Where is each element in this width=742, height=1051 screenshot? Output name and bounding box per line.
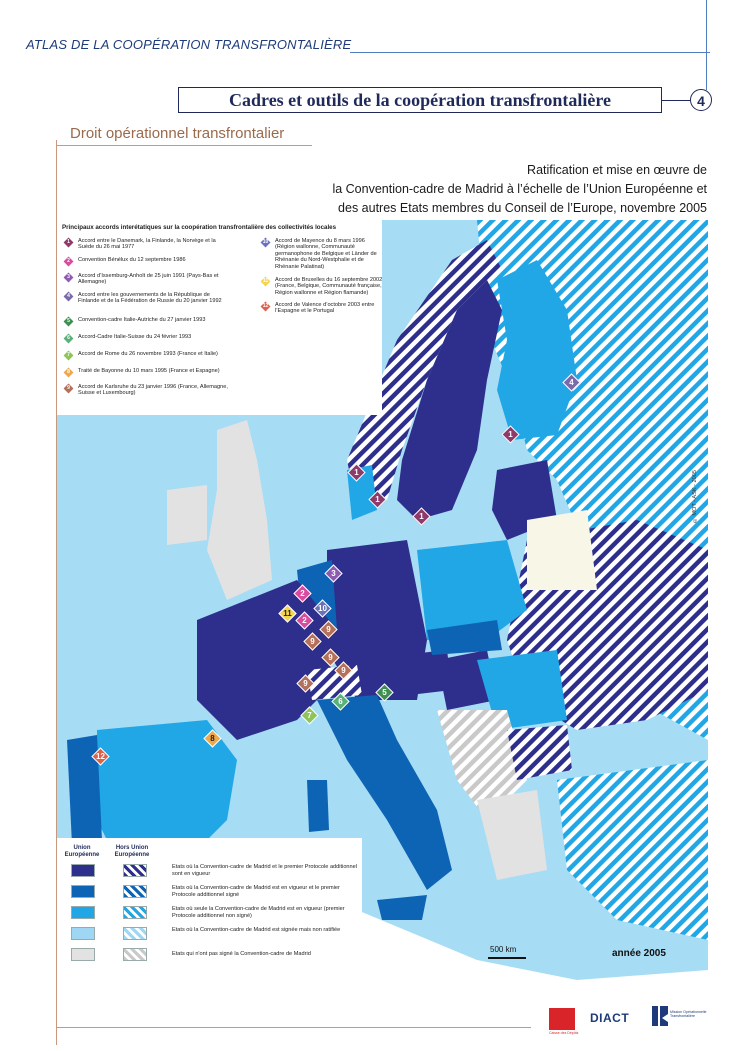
legend-swatch-non-eu-3 [123,906,147,919]
map-marker-6: 6 [331,692,349,710]
agreement-marker: 11 [261,277,271,287]
agreement-marker: 8 [64,368,74,378]
agreement-marker: 7 [64,351,74,361]
atlas-title: ATLAS DE LA COOPÉRATION TRANSFRONTALIÈRE [26,37,352,52]
agreement-marker: 10 [261,238,271,248]
agreement-marker: 3 [64,273,74,283]
map-marker-4: 4 [562,373,580,391]
map-marker-1: 1 [501,425,519,443]
region-ireland [167,485,207,545]
agreement-marker: 5 [64,317,74,327]
region-sicily [377,895,427,920]
legend-label-4: Etats où la Convention-cadre de Madrid est signée mais non ratifiée [172,927,341,933]
section-title: Droit opérationnel transfrontalier [70,125,285,142]
map-marker-7: 7 [300,706,318,724]
map-marker-9: 9 [296,674,314,692]
map-marker-9: 9 [334,661,352,679]
map-marker-10: 10 [313,599,331,617]
header-rule [350,52,710,53]
chapter-title: Cadres et outils de la coopération transfrontalière [229,90,611,110]
map-marker-11: 11 [278,604,296,622]
region-bulgaria [507,725,572,780]
map-title-line-1: Ratification et mise en œuvre de [527,163,707,177]
map-marker-2: 2 [293,584,311,602]
region-turkey [557,760,708,940]
map-title-line-2: la Convention-cadre de Madrid à l’échelle de l’Union Européenne et [332,182,707,196]
scale-label: 500 km [490,945,517,954]
caisse-depots-label: Caisse des Dépôts [549,1031,579,1035]
legend-swatch-eu-2 [71,885,95,898]
map-marker-8: 8 [203,729,221,747]
legend-label-2: Etats où la Convention-cadre de Madrid est en vigueur et le premier Protocole additionnel signé [172,885,340,898]
map-title [250,161,707,218]
legend-header-eu: Union Européenne [64,845,100,858]
agreement-marker: 9 [64,384,74,394]
map-credit: © MOT - ASK - 2005 [692,470,698,524]
legend-header-non-eu: Hors Union Européenne [114,845,150,858]
map-marker-9: 9 [321,648,339,666]
agreement-marker: 2 [64,257,74,267]
map-marker-9: 9 [303,632,321,650]
map-marker-3: 3 [324,564,342,582]
legend-swatch-non-eu-1 [123,864,147,877]
legend-label-5: Etats qui n'ont pas signé la Convention-cadre de Madrid [172,951,311,957]
map-marker-12: 12 [91,747,109,765]
agreement-marker: 6 [64,334,74,344]
map-marker-1: 1 [368,490,386,508]
section-rule [56,145,312,146]
map-marker-1: 1 [347,463,365,481]
legend-swatch-eu-3 [71,906,95,919]
map-marker-5: 5 [375,683,393,701]
region-sardinia [307,780,329,832]
mot-logo-icon [651,1004,669,1028]
footer-rule [56,1027,531,1028]
legend-swatch-eu-1 [71,864,95,877]
region-uk [207,420,272,600]
legend-swatch-non-eu-5 [123,948,147,961]
caisse-depots-logo [549,1008,575,1030]
diact-logo: DIACT [590,1011,630,1025]
year-label: année 2005 [612,948,666,959]
mot-label: Mission Opérationnelle Transfrontalière [670,1010,707,1019]
chapter-number: 4 [690,89,712,111]
region-belarus [527,510,597,590]
legend-swatch-eu-4 [71,927,95,940]
agreements-legend-title: Principaux accords interétatiques sur la coopération transfrontalière des collectivités locales [62,224,337,231]
chapter-connector [662,100,690,101]
legend-label-3: Etats où seule la Convention-cadre de Madrid est en vigueur (premier Protocole additionnel non signé) [172,906,345,919]
map-marker-9: 9 [319,620,337,638]
agreement-marker: 12 [261,302,271,312]
agreement-marker: 4 [64,292,74,302]
region-greece [477,790,547,880]
map-marker-1: 1 [412,507,430,525]
header-vertical-rule [706,0,707,90]
legend-swatch-eu-5 [71,948,95,961]
map-title-line-3: des autres Etats membres du Conseil de l’Europe, novembre 2005 [338,201,707,215]
scale-bar [488,957,526,959]
legend-label-1: Etats où la Convention-cadre de Madrid et le premier Protocole additionnel sont en vigueur [172,864,358,877]
legend-swatch-non-eu-4 [123,927,147,940]
agreement-marker: 1 [64,238,74,248]
map-marker-2: 2 [295,611,313,629]
legend-swatch-non-eu-2 [123,885,147,898]
